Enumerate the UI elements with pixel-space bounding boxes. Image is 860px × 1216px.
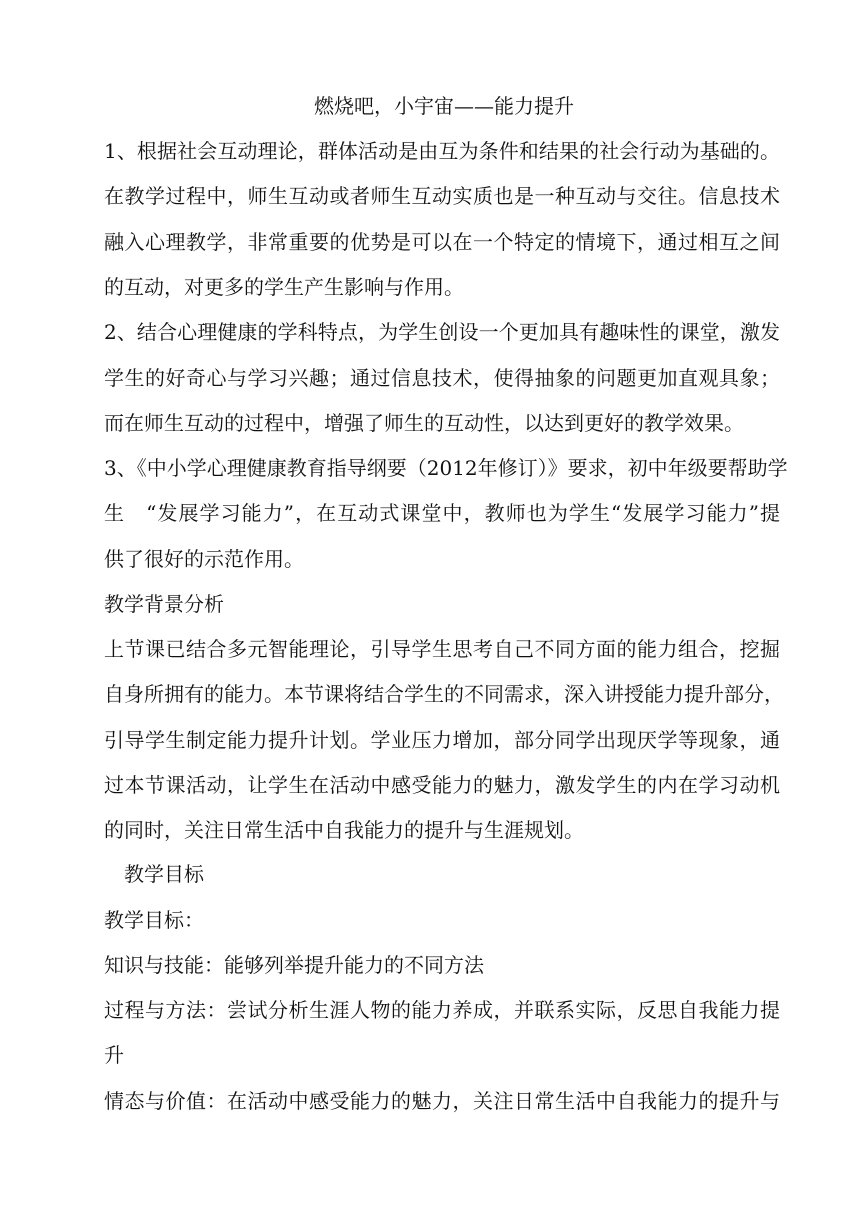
paragraph-1-line-2: 在教学过程中，师生互动或者师生互动实质也是一种互动与交往。信息技术 bbox=[104, 184, 780, 208]
paragraph-3-line-3: 供了很好的示范作用。 bbox=[104, 547, 304, 571]
background-line-4: 过本节课活动，让学生在活动中感受能力的魅力，激发学生的内在学习动机 bbox=[104, 773, 780, 797]
section-heading-objectives: 教学目标 bbox=[104, 862, 204, 886]
background-line-3: 引导学生制定能力提升计划。学业压力增加，部分同学出现厌学等现象，通 bbox=[104, 728, 780, 752]
document-title: 燃烧吧，小宇宙——能力提升 bbox=[314, 94, 574, 118]
background-line-5: 的同时，关注日常生活中自我能力的提升与生涯规划。 bbox=[104, 818, 584, 842]
paragraph-1-line-1: 1、根据社会互动理论，群体活动是由互为条件和结果的社会行动为基础的。 bbox=[104, 139, 780, 163]
section-heading-background: 教学背景分析 bbox=[104, 592, 224, 616]
objective-knowledge: 知识与技能：能够列举提升能力的不同方法 bbox=[104, 953, 484, 977]
objective-attitude-line-1: 情态与价值：在活动中感受能力的魅力，关注日常生活中自我能力的提升与 bbox=[104, 1089, 780, 1113]
paragraph-2-line-2: 学生的好奇心与学习兴趣；通过信息技术，使得抽象的问题更加直观具象； bbox=[104, 366, 780, 390]
objective-process-line-1: 过程与方法：尝试分析生涯人物的能力养成，并联系实际，反思自我能力提 bbox=[104, 998, 780, 1022]
objective-process-line-2: 升 bbox=[104, 1043, 124, 1067]
paragraph-3-line-1: 3、《中小学心理健康教育指导纲要（2012年修订）》要求，初中年级要帮助学 bbox=[104, 456, 788, 480]
objectives-label: 教学目标： bbox=[104, 908, 204, 932]
paragraph-3-line-2: 生 “发展学习能力”，在互动式课堂中，教师也为学生“发展学习能力”提 bbox=[104, 501, 780, 525]
paragraph-1-line-3: 融入心理教学，非常重要的优势是可以在一个特定的情境下，通过相互之间 bbox=[104, 230, 780, 254]
paragraph-1-line-4: 的互动，对更多的学生产生影响与作用。 bbox=[104, 275, 464, 299]
background-line-1: 上节课已结合多元智能理论，引导学生思考自己不同方面的能力组合，挖掘 bbox=[104, 637, 780, 661]
paragraph-2-line-3: 而在师生互动的过程中，增强了师生的互动性，以达到更好的教学效果。 bbox=[104, 411, 744, 435]
paragraph-2-line-1: 2、结合心理健康的学科特点，为学生创设一个更加具有趣味性的课堂，激发 bbox=[104, 320, 780, 344]
background-line-2: 自身所拥有的能力。本节课将结合学生的不同需求，深入讲授能力提升部分， bbox=[104, 682, 784, 706]
